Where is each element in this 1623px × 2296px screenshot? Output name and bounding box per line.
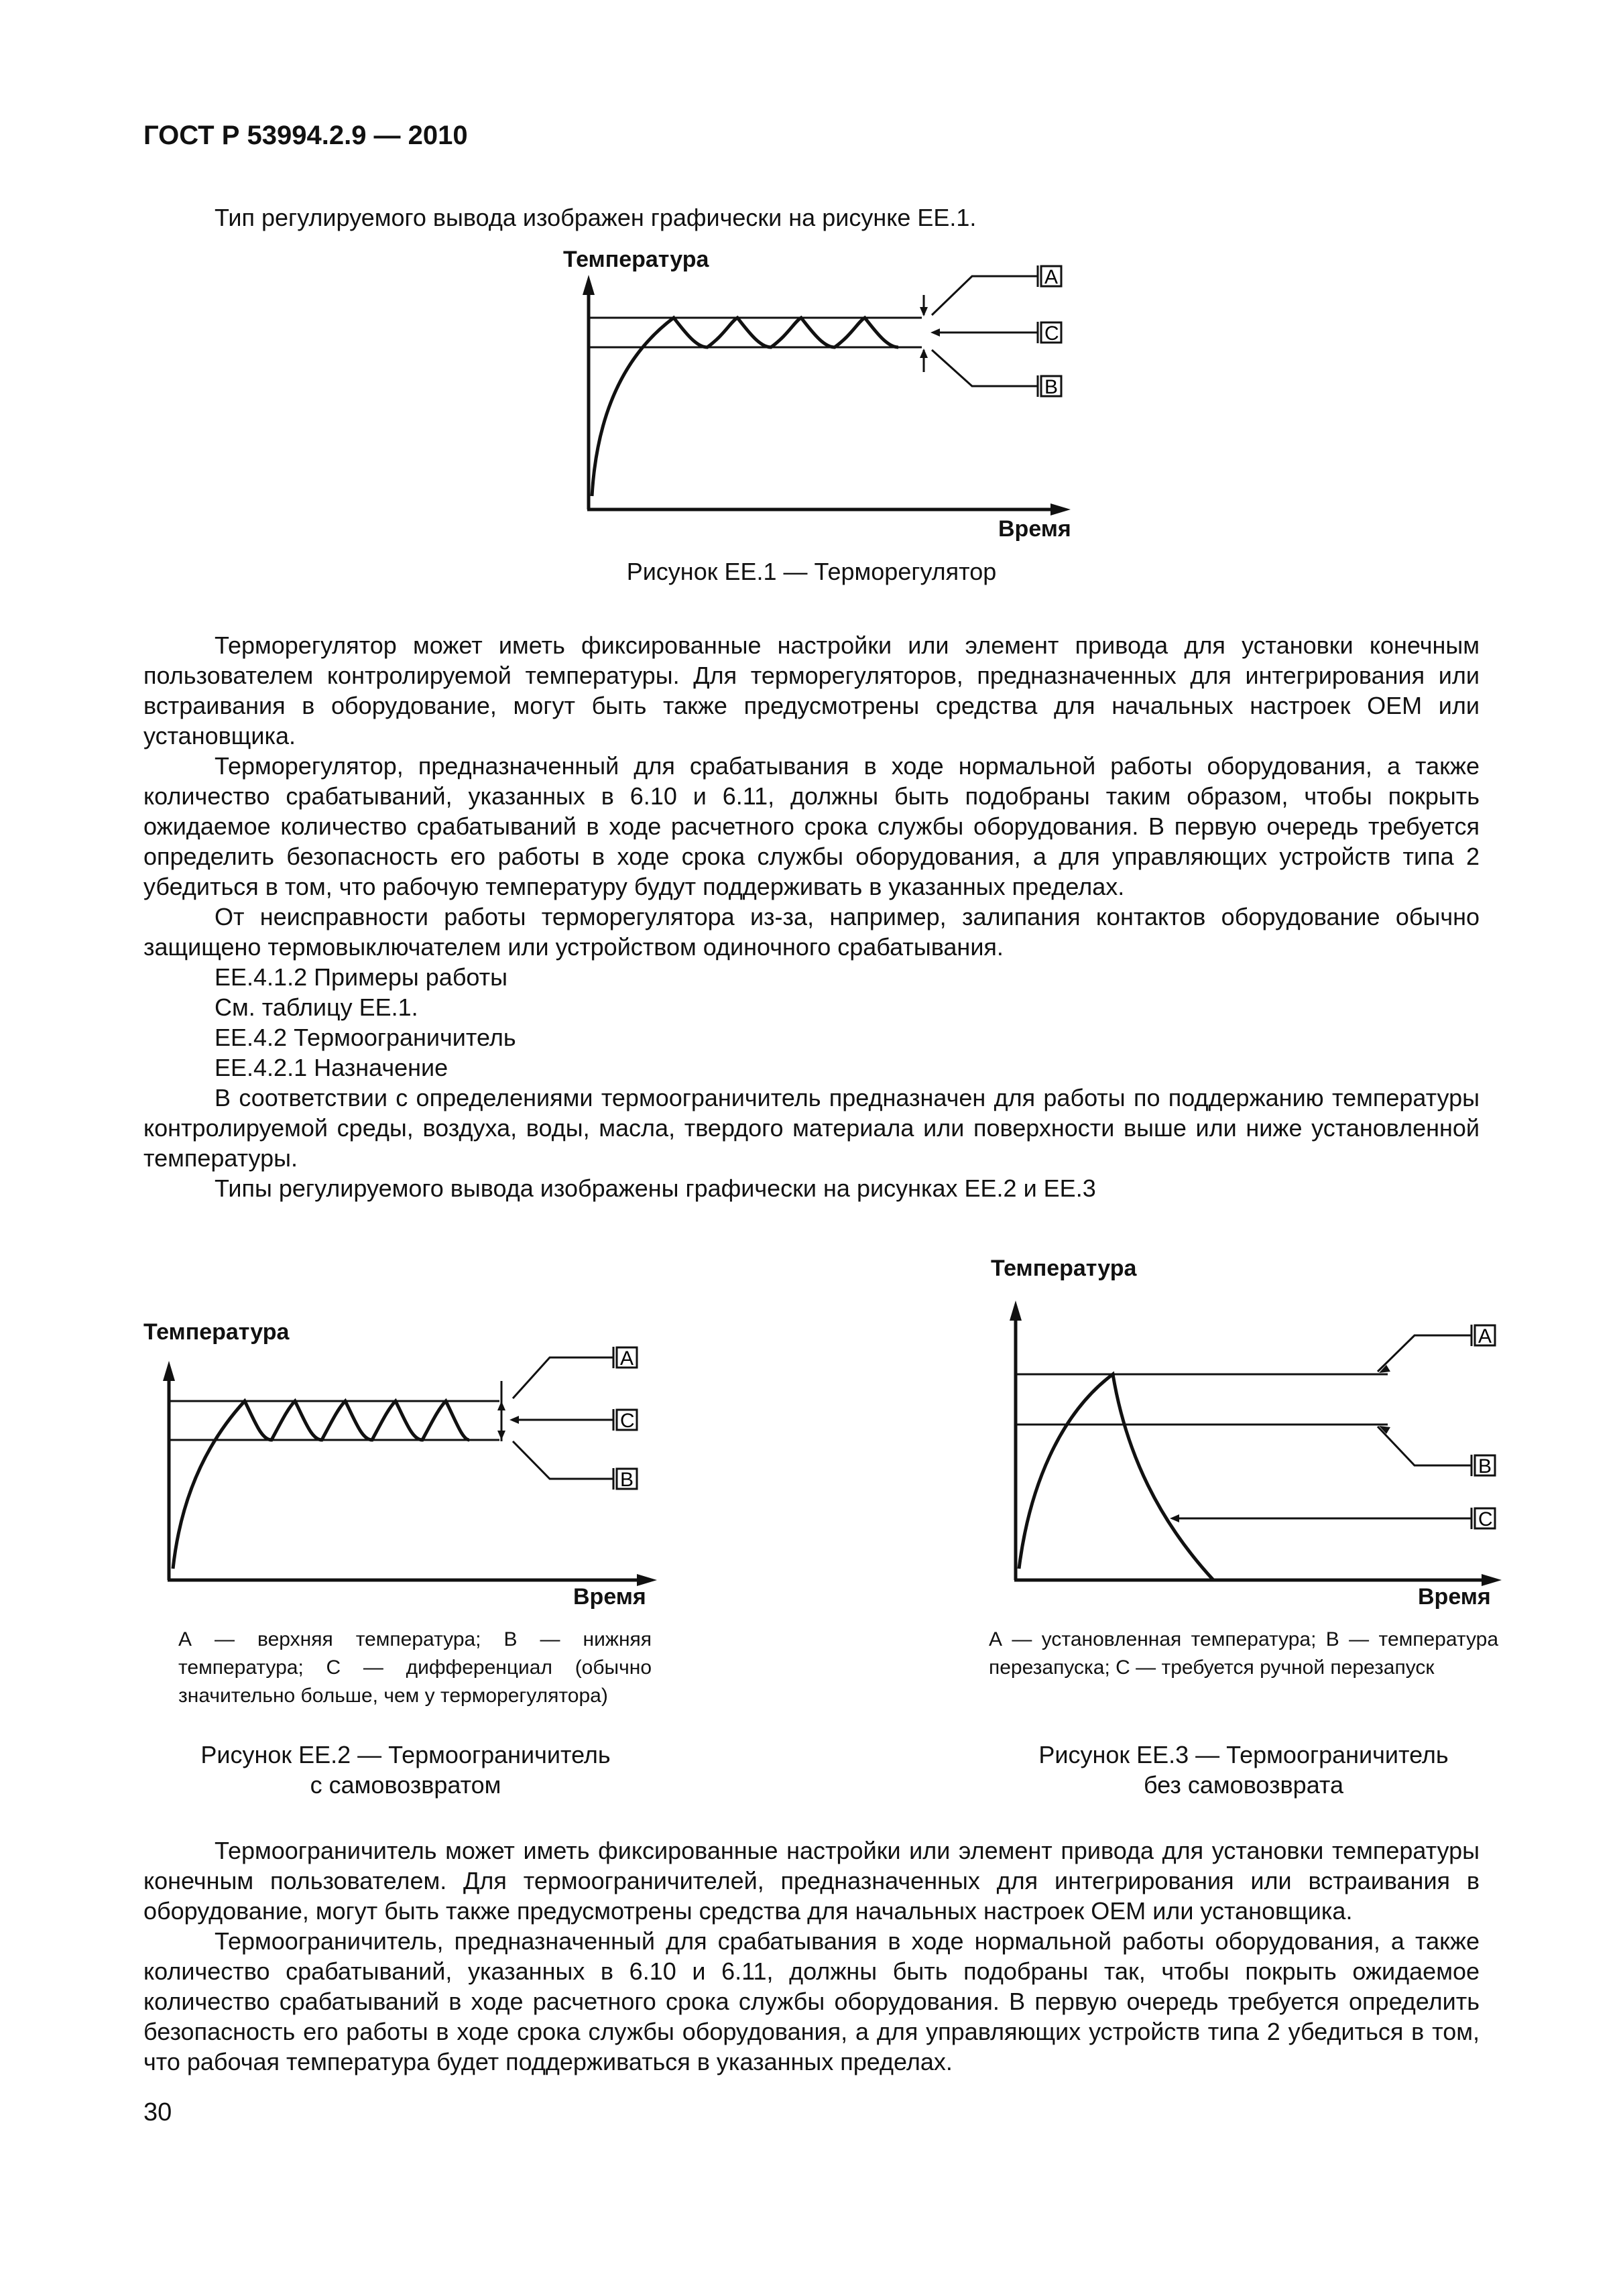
fig1-caption: Рисунок ЕЕ.1 — Терморегулятор xyxy=(626,558,997,585)
fig2-leaders xyxy=(513,1357,613,1479)
body1-line-1: ЕЕ.4.1.2 Примеры работы xyxy=(215,963,508,991)
fig2-label-b: B xyxy=(620,1469,634,1491)
fig3-curve xyxy=(1019,1374,1213,1580)
body1-line-3: ЕЕ.4.2 Термоограничитель xyxy=(215,1024,516,1051)
fig3-label-a: A xyxy=(1478,1325,1492,1347)
fig2-axes xyxy=(168,1371,647,1580)
fig3-x-label: Время xyxy=(1418,1584,1491,1610)
fig3-label-b: B xyxy=(1478,1455,1492,1477)
body1-line-4: ЕЕ.4.2.1 Назначение xyxy=(215,1054,448,1081)
body-block-1 xyxy=(143,630,1480,1203)
page-number: 30 xyxy=(143,2098,172,2126)
fig1-label-c: C xyxy=(1044,322,1059,345)
fig3-axes xyxy=(1014,1311,1492,1580)
fig3-y-arrow xyxy=(1010,1301,1022,1321)
fig1-levels xyxy=(589,318,922,347)
body1-line-2: См. таблицу ЕЕ.1. xyxy=(215,993,418,1021)
fig2-caption-line-1: Рисунок ЕЕ.2 — Термоограничитель xyxy=(200,1741,611,1768)
fig3-legend: А — установленная температура; В — температура перезапуска; С — требуется ручной перезапуск xyxy=(989,1628,1498,1679)
fig2-y-label: Температура xyxy=(143,1319,290,1345)
body1-line-5: Типы регулируемого вывода изображены графически на рисунках ЕЕ.2 и ЕЕ.3 xyxy=(215,1174,1096,1202)
body2-paragraph-2: Термоограничитель, предназначенный для срабатывания в ходе нормальной работы оборудования, а также количество срабатываний, указанных в 6.10 и 6.11, должны быть подобраны так, чтобы покрыть ожидаемое количество срабатываний в ходе расчетного срока службы оборудования. В первую очередь требуется определить безопасность его работы в ходе срока службы оборудования, а для управляющих устройств типа 2 убедиться в том, что рабочая температура будет поддерживаться в указанных пределах. xyxy=(143,1927,1480,2075)
fig3-caption-line-1: Рисунок ЕЕ.3 — Термоограничитель xyxy=(1038,1741,1449,1768)
fig3-caption-line-2: без самовозврата xyxy=(1143,1771,1344,1799)
body1-paragraph-3: От неисправности работы терморегулятора из-за, например, залипания контактов оборудование обычно защищено термовыключателем или устройством одиночного срабатывания. xyxy=(143,903,1480,961)
intro-line: Тип регулируемого вывода изображен графически на рисунке ЕЕ.1. xyxy=(215,204,977,231)
body1-paragraph-2: Терморегулятор, предназначенный для срабатывания в ходе нормальной работы оборудования, а также количество срабатываний, указанных в 6.10 и 6.11, должны быть подобраны таким образом, чтобы покрыть ожидаемое количество срабатываний в ходе расчетного срока службы оборудования. В первую очередь требуется определить безопасность его работы в ходе срока службы оборудования, а для управляющих устройств типа 2 убедиться в том, что рабочую температуру будут поддерживать в указанных пределах. xyxy=(143,752,1480,900)
fig2-x-label: Время xyxy=(573,1584,646,1610)
fig2-legend: А — верхняя температура; В — нижняя температура; С — дифференциал (обычно значительно больше, чем у терморегулятора) xyxy=(178,1628,652,1707)
body-block-2 xyxy=(143,1835,1480,2077)
fig2-caption-line-2: с самовозвратом xyxy=(310,1771,501,1799)
fig2-y-arrow xyxy=(163,1361,175,1381)
body1-paragraph-4: В соответствии с определениями термоограничитель предназначен для работы по поддержанию температуры контролируемой среды, воздуха, воды, масла, твердого материала или поверхности выше или ниже установленной температуры. xyxy=(143,1084,1480,1172)
fig1-x-arrow xyxy=(1050,503,1071,516)
fig2-label-c: C xyxy=(620,1410,635,1432)
fig2-label-a: A xyxy=(620,1347,634,1370)
document-header: ГОСТ Р 53994.2.9 — 2010 xyxy=(143,121,468,150)
fig1-curve xyxy=(592,318,898,496)
body2-paragraph-1: Термоограничитель может иметь фиксированные настройки или элемент привода для установки температуры конечным пользователем. Для термоограничителей, предназначенных для интегрирования или встраивания в оборудование, могут быть также предусмотрены средства для начальных настроек ОЕМ или установщика. xyxy=(143,1837,1480,1925)
body1-paragraph-1: Терморегулятор может иметь фиксированные настройки или элемент привода для установки конечным пользователем контролируемой температуры. Для терморегуляторов, предназначенных для интегрирования или встраивания в оборудование, могут быть также предусмотрены средства для начальных настроек ОЕМ или установщика. xyxy=(143,631,1480,749)
fig3-label-c: C xyxy=(1478,1508,1493,1530)
fig1-y-label: Температура xyxy=(563,247,709,272)
fig2-curve xyxy=(173,1401,469,1569)
fig3-y-label: Температура xyxy=(991,1256,1137,1281)
fig1-x-label: Время xyxy=(998,516,1071,542)
fig1-y-arrow xyxy=(583,275,595,295)
fig1-leaders xyxy=(932,276,1038,386)
fig3-leaders xyxy=(1173,1335,1471,1518)
fig1-label-a: A xyxy=(1044,266,1059,288)
fig1-label-b: B xyxy=(1044,376,1059,398)
